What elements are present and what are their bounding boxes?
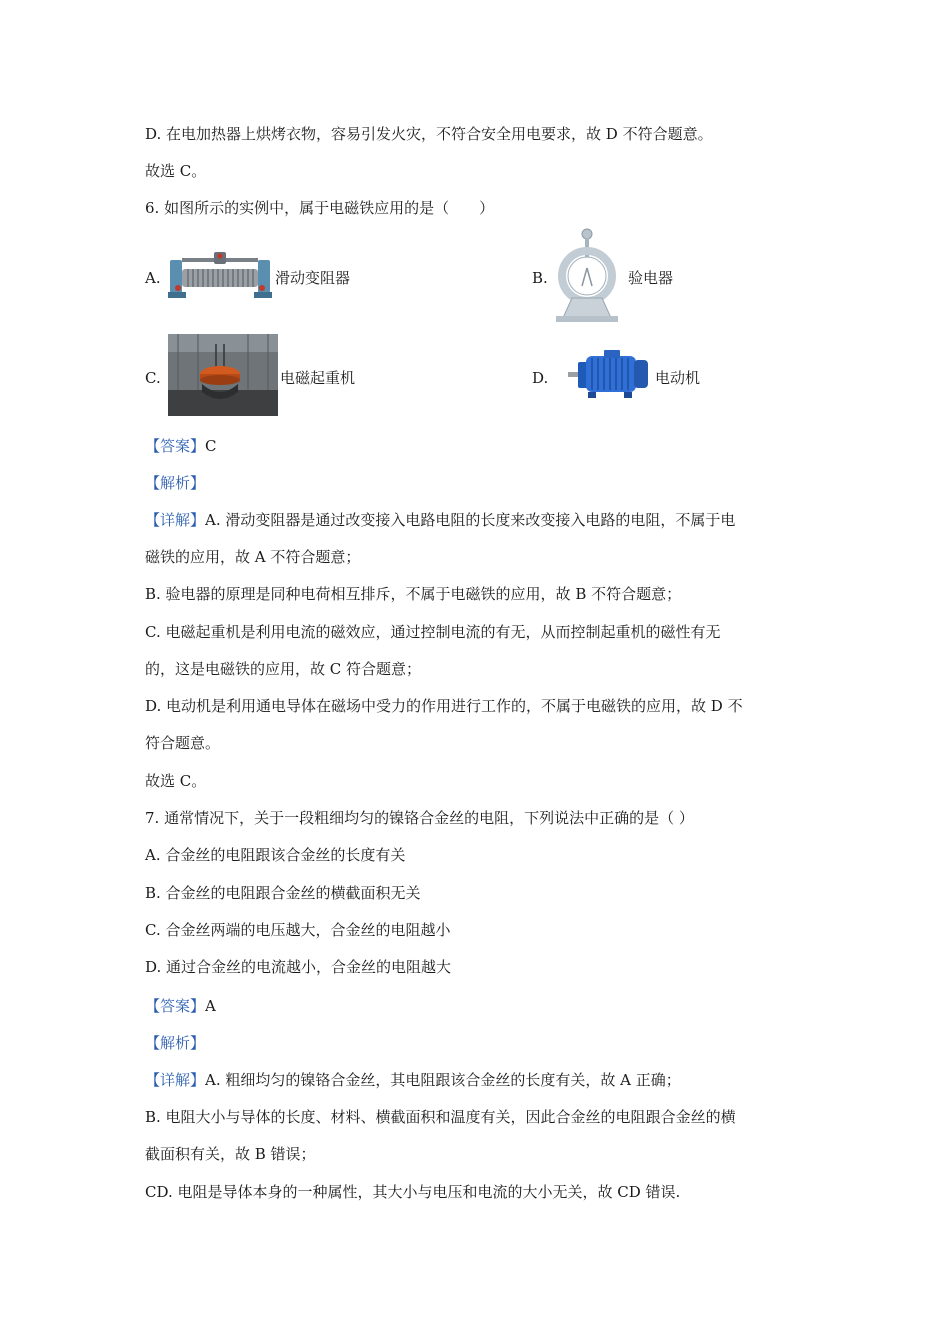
electroscope-icon (552, 228, 622, 324)
motor-icon (568, 348, 652, 400)
analysis-tag: 【解析】 (145, 474, 206, 492)
explanation-line: 磁铁的应用，故 A 不符合题意； (145, 548, 361, 566)
option-d-letter: D. (532, 369, 549, 387)
explanation-text: A. 滑动变阻器是通过改变接入电路电阻的长度来改变接入电路的电阻，不属于电 (205, 511, 736, 529)
explanation-line: 故选 C。 (145, 772, 207, 790)
explanation-line: CD. 电阻是导体本身的一种属性，其大小与电压和电流的大小无关，故 CD 错误. (145, 1183, 681, 1201)
text-line: 故选 C。 (145, 162, 207, 180)
answer-line (145, 996, 216, 1016)
detail-tag: 【详解】 (145, 511, 206, 529)
explanation-line (145, 510, 735, 530)
question-6-stem: 6. 如图所示的实例中，属于电磁铁应用的是（ ） (145, 199, 495, 217)
analysis-heading (145, 1033, 205, 1053)
crane-photo (168, 334, 278, 416)
answer-line (145, 436, 217, 456)
option-a-letter: A. (145, 269, 161, 287)
answer-tag: 【答案】 (145, 997, 206, 1015)
text-line: D. 在电加热器上烘烤衣物，容易引发火灾，不符合安全用电要求，故 D 不符合题意。 (145, 125, 713, 143)
option-d-label: 电动机 (655, 369, 701, 387)
explanation-line: 的，这是电磁铁的应用，故 C 符合题意； (145, 660, 422, 678)
explanation-line: 截面积有关，故 B 错误； (145, 1145, 316, 1163)
analysis-heading (145, 473, 205, 493)
option-line: D. 通过合金丝的电流越小，合金丝的电阻越大 (145, 958, 452, 976)
analysis-tag: 【解析】 (145, 1034, 206, 1052)
answer-tag: 【答案】 (145, 437, 206, 455)
option-line: B. 合金丝的电阻跟合金丝的横截面积无关 (145, 884, 421, 902)
option-line: A. 合金丝的电阻跟该合金丝的长度有关 (145, 846, 406, 864)
option-b-label: 验电器 (628, 269, 674, 287)
detail-tag: 【详解】 (145, 1071, 206, 1089)
explanation-text: A. 粗细均匀的镍铬合金丝，其电阻跟该合金丝的长度有关，故 A 正确； (205, 1071, 681, 1089)
option-c-letter: C. (145, 369, 161, 387)
rheostat-icon (168, 252, 272, 300)
option-a-label: 滑动变阻器 (275, 269, 351, 287)
option-c-label: 电磁起重机 (280, 369, 356, 387)
option-line: C. 合金丝两端的电压越大，合金丝的电阻越小 (145, 921, 451, 939)
answer-value: C (205, 437, 217, 455)
option-b-letter: B. (532, 269, 548, 287)
explanation-line (145, 1070, 681, 1090)
explanation-line: C. 电磁起重机是利用电流的磁效应，通过控制电流的有无，从而控制起重机的磁性有无 (145, 623, 721, 641)
explanation-line: B. 验电器的原理是同种电荷相互排斥，不属于电磁铁的应用，故 B 不符合题意； (145, 585, 682, 603)
answer-value: A (205, 997, 216, 1015)
question-7-stem: 7. 通常情况下，关于一段粗细均匀的镍铬合金丝的电阻，下列说法中正确的是（ ） (145, 809, 694, 827)
explanation-line: 符合题意。 (145, 734, 221, 752)
explanation-line: B. 电阻大小与导体的长度、材料、横截面积和温度有关，因此合金丝的电阻跟合金丝的横 (145, 1108, 736, 1126)
explanation-line: D. 电动机是利用通电导体在磁场中受力的作用进行工作的，不属于电磁铁的应用，故 D 不 (145, 697, 743, 715)
